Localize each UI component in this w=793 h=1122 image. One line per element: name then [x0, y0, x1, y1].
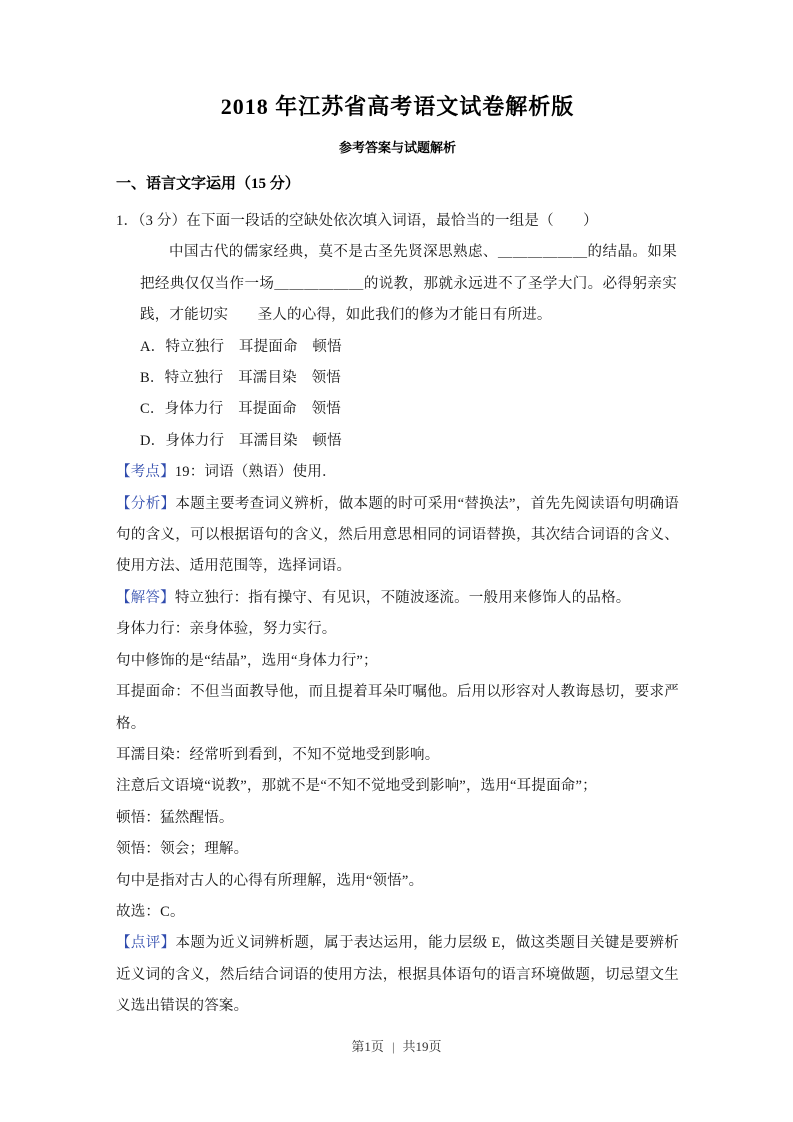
document-subtitle: 参考答案与试题解析	[338, 140, 456, 155]
footer-current-page: 第1页	[351, 1039, 384, 1054]
jieda-line: 注意后文语境“说教”，那就不是“不知不觉地受到影响”，选用“耳提面命”；	[116, 778, 597, 795]
jieda-line: 顿悟：猛然醒悟。	[116, 809, 234, 826]
footer-total-pages: 共19页	[402, 1039, 442, 1054]
option-b: B．特立独行 耳濡目染 领悟	[140, 370, 341, 387]
fenxi-tag: 【分析】	[116, 495, 176, 512]
question-stem: 1．（3 分）在下面一段话的空缺处依次填入词语，最恰当的一组是（ ）	[116, 213, 598, 229]
jieda-line: 故选：C。	[116, 903, 185, 920]
question-passage: 中国古代的儒家经典，莫不是古圣先贤深思熟虑、＿＿＿＿＿＿的结晶。如果把经典仅仅当作一场＿＿＿＿＿＿的说教，那就永远进不了圣学大门。必得躬亲实践，才能切实 圣人的心得，如此我们的修为才能日有所进。	[140, 244, 677, 324]
jieda-line: 耳濡目染：经常听到看到，不知不觉地受到影响。	[116, 746, 440, 763]
page-footer	[0, 1036, 793, 1055]
option-c: C．身体力行 耳提面命 领悟	[140, 401, 341, 418]
kaodian-text: 19：词语（熟语）使用．	[174, 464, 337, 481]
jieda-block	[116, 583, 679, 614]
fenxi-text: 本题主要考查词义辨析，做本题的时可采用“替换法”，首先先阅读语句明确语句的含义，可以根据语句的含义，然后用意思相同的词语替换，其次结合词语的含义、使用方法、适用范围等，选择词语。	[116, 495, 679, 575]
section-heading: 一、语言文字运用（15 分）	[116, 176, 300, 192]
dianping-tag: 【点评】	[116, 935, 176, 952]
jieda-line: 句中是指对古人的心得有所理解，选用“领悟”。	[116, 872, 424, 889]
jieda-line: 领悟：领会；理解。	[116, 841, 249, 858]
jieda-line: 身体力行：亲身体验，努力实行。	[116, 621, 337, 638]
kaodian-tag: 【考点】	[116, 464, 175, 481]
jieda-tag: 【解答】	[116, 589, 175, 606]
dianping-block	[116, 928, 679, 1022]
dianping-text: 本题为近义词辨析题，属于表达运用，能力层级 E，做这类题目关键是要辨析近义词的含义，然后结合词语的使用方法，根据具体语句的语言环境做题，切忌望文生义选出错误的答案。	[116, 935, 679, 1015]
footer-separator: |	[391, 1039, 395, 1054]
option-d: D．身体力行 耳濡目染 顿悟	[140, 432, 342, 449]
jieda-line: 特立独行：指有操守、有见识，不随波逐流。一般用来修饰人的品格。	[174, 589, 631, 606]
fenxi-block	[116, 489, 679, 583]
kaodian-block	[116, 457, 679, 488]
jieda-line: 耳提面命：不但当面教导他，而且提着耳朵叮嘱他。后用以形容对人教诲恳切，要求严格。	[116, 684, 679, 732]
jieda-line: 句中修饰的是“结晶”，选用“身体力行”；	[116, 652, 378, 669]
document-title: 2018 年江苏省高考语文试卷解析版	[220, 94, 575, 119]
option-a: A．特立独行 耳提面命 顿悟	[140, 338, 342, 355]
